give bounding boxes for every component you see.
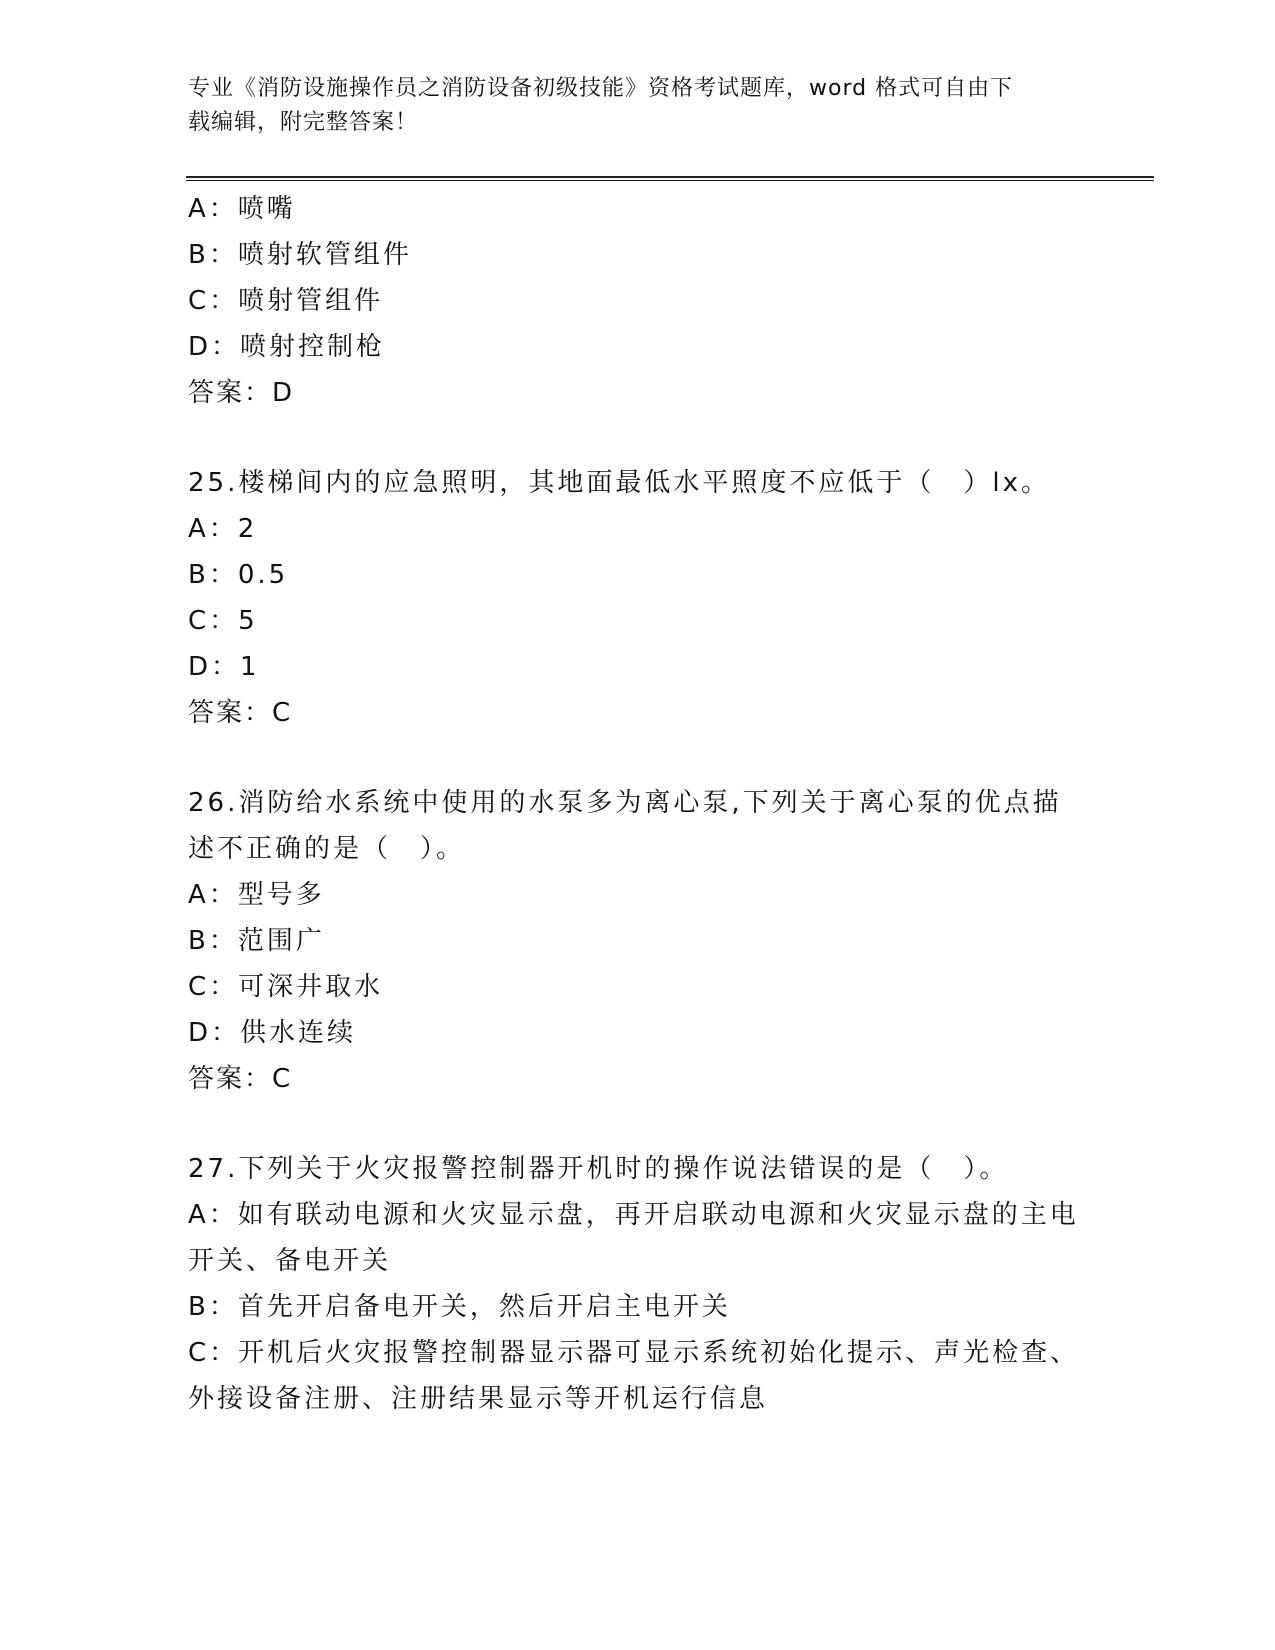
option-c: C：5 — [188, 606, 258, 636]
option-d: D：1 — [188, 652, 260, 682]
option-a: A：2 — [188, 514, 258, 544]
question-25 — [188, 460, 1088, 736]
option-a: A：型号多 — [188, 880, 325, 910]
question-stem-line-2: 述不正确的是（ ）。 — [188, 834, 466, 864]
question-24 — [188, 186, 1088, 416]
header-divider — [186, 176, 1154, 181]
option-b: B：首先开启备电开关，然后开启主电开关 — [188, 1292, 731, 1322]
option-b: B：喷射软管组件 — [188, 240, 412, 270]
option-b: B：0.5 — [188, 560, 289, 590]
header-line-2: 载编辑，附完整答案！ — [188, 110, 419, 135]
question-27 — [188, 1146, 1088, 1422]
page-header — [188, 72, 1068, 140]
question-stem-line-1: 26.消防给水系统中使用的水泵多为离心泵,下列关于离心泵的优点描 — [188, 788, 1062, 818]
option-c: C：可深井取水 — [188, 972, 384, 1002]
answer: 答案：C — [188, 698, 293, 728]
question-stem: 27.下列关于火灾报警控制器开机时的操作说法错误的是（ ）。 — [188, 1154, 1009, 1184]
option-a-line-2: 开关、备电开关 — [188, 1246, 392, 1276]
option-a: A：喷嘴 — [188, 194, 296, 224]
option-d: D：喷射控制枪 — [188, 332, 386, 362]
option-c: C：喷射管组件 — [188, 286, 384, 316]
header-line-1: 专业《消防设施操作员之消防设备初级技能》资格考试题库，word 格式可自由下 — [188, 76, 1014, 101]
answer: 答案：D — [188, 378, 295, 408]
question-stem: 25.楼梯间内的应急照明，其地面最低水平照度不应低于（ ）lx。 — [188, 468, 1050, 498]
question-26 — [188, 780, 1088, 1102]
option-b: B：范围广 — [188, 926, 325, 956]
answer: 答案：C — [188, 1064, 293, 1094]
option-c-line-2: 外接设备注册、注册结果显示等开机运行信息 — [188, 1384, 769, 1414]
question-list — [188, 186, 1088, 1422]
option-c-line-1: C：开机后火灾报警控制器显示器可显示系统初始化提示、声光检查、 — [188, 1338, 1080, 1368]
option-a-line-1: A：如有联动电源和火灾显示盘，再开启联动电源和火灾显示盘的主电 — [188, 1200, 1079, 1230]
option-d: D：供水连续 — [188, 1018, 357, 1048]
